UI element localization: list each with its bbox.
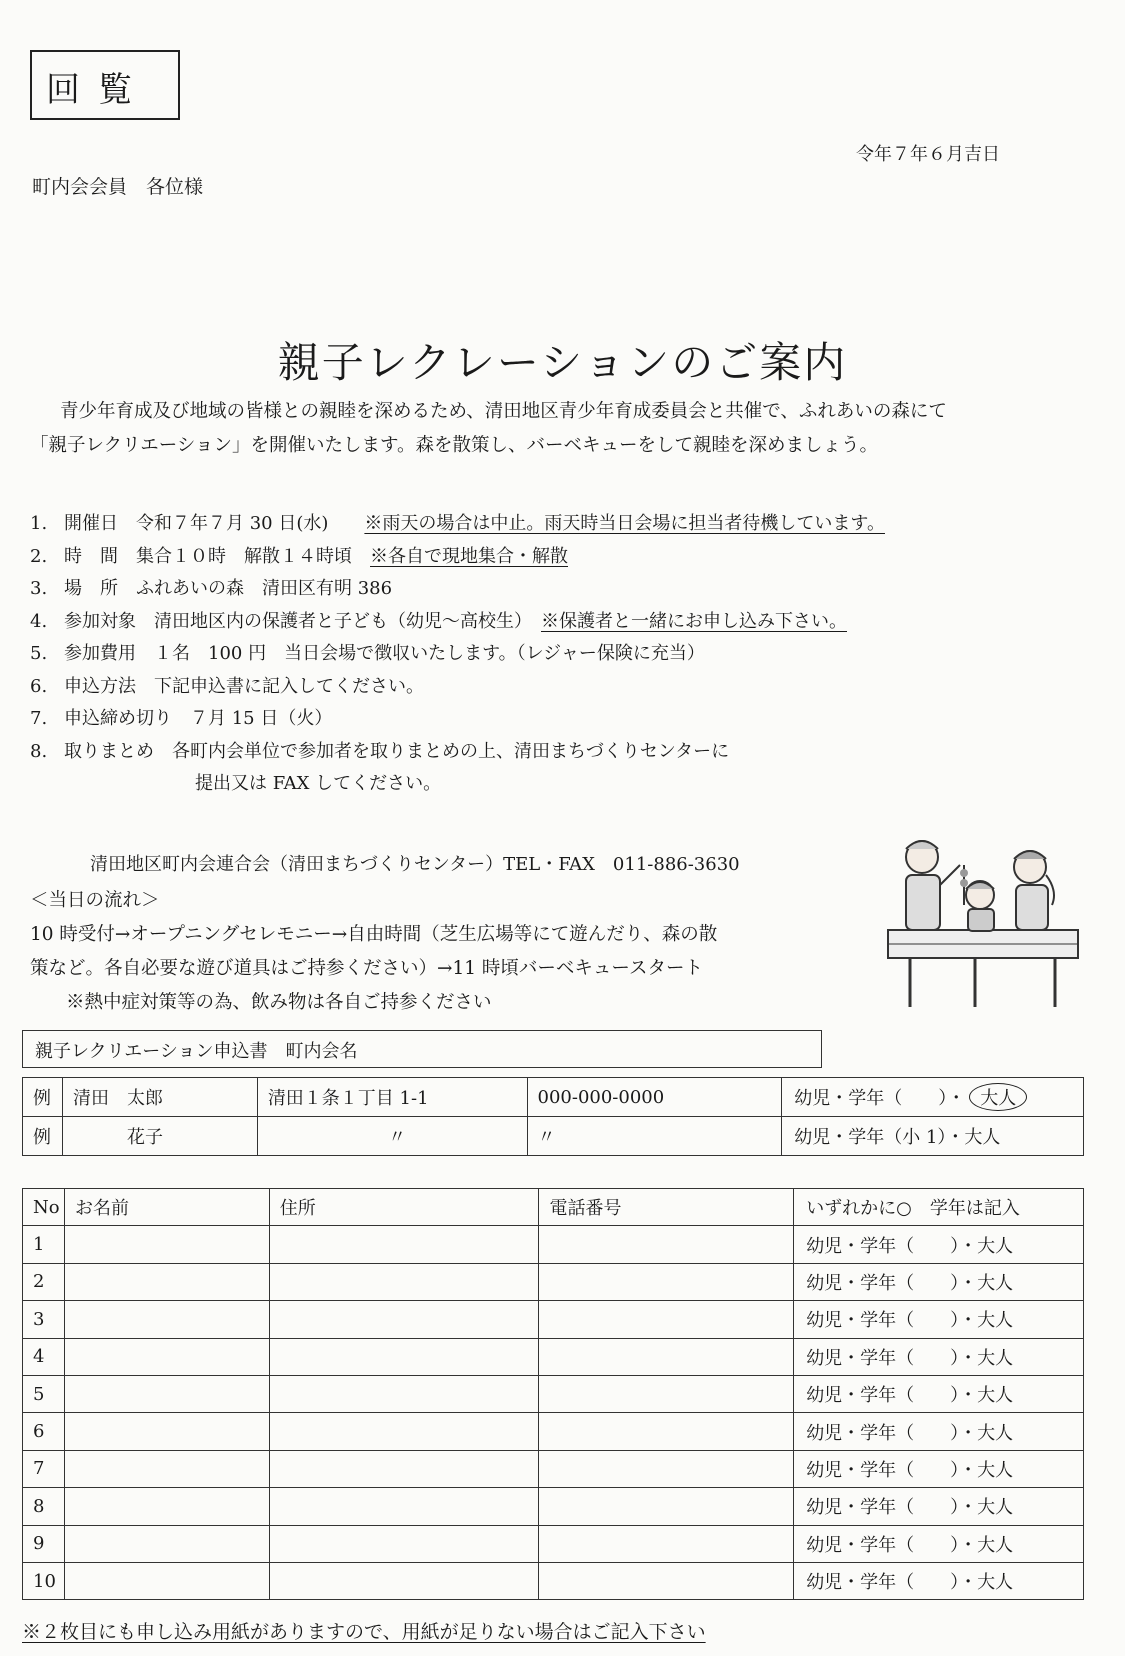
detail-text: 場 所 ふれあいの森 清田区有明 386 [64,578,393,599]
detail-number: 3. [30,578,48,599]
choice-cell[interactable]: 幼児・学年（ ）・大人 [794,1525,1084,1562]
detail-item [30,573,885,606]
example-label: 例 [23,1078,63,1117]
row-number: 5 [23,1375,65,1412]
name-cell[interactable] [64,1525,269,1562]
choice-cell[interactable]: 幼児・学年（ ）・大人 [794,1450,1084,1487]
example-address: 清田１条１丁目 1-1 [257,1078,527,1117]
phone-cell[interactable] [539,1301,794,1338]
detail-text: 開催日 令和７年７月 30 日(水) [64,513,365,534]
document-date: 令年７年６月吉日 [856,144,1000,165]
choice-cell[interactable]: 幼児・学年（ ）・大人 [794,1263,1084,1300]
address-cell[interactable] [269,1375,539,1412]
name-cell[interactable] [64,1488,269,1525]
form-title: 親子レクリエーション申込書 町内会名 [22,1030,822,1068]
detail-note: ※保護者と一緒にお申し込み下さい。 [541,610,847,632]
example-name: 清田 太郎 [62,1078,257,1117]
header-name: お名前 [64,1189,269,1226]
row-number: 6 [23,1413,65,1450]
row-number: 10 [23,1562,65,1599]
detail-item [30,703,885,736]
day-schedule [30,884,717,1020]
address-cell[interactable] [269,1488,539,1525]
header-phone: 電話番号 [539,1189,794,1226]
example-row [23,1117,1084,1156]
table-row [23,1488,1084,1525]
addressee: 町内会会員 各位様 [32,176,204,198]
example-phone: 〃 [527,1117,782,1156]
row-number: 1 [23,1226,65,1263]
circled-choice: 大人 [969,1083,1027,1111]
choice-cell[interactable]: 幼児・学年（ ）・大人 [794,1413,1084,1450]
table-row [23,1375,1084,1412]
header-address: 住所 [269,1189,539,1226]
contact-info: 清田地区町内会連合会（清田まちづくりセンター）TEL・FAX 011-886-3630 [90,854,740,875]
intro-line: 「親子レクリエーション」を開催いたします。森を散策し、バーベキューをして親睦を深めましょう。 [30,435,879,456]
address-cell[interactable] [269,1525,539,1562]
address-cell[interactable] [269,1338,539,1375]
detail-item [30,508,885,541]
choice-cell[interactable]: 幼児・学年（ ）・大人 [794,1338,1084,1375]
detail-text: 申込方法 下記申込書に記入してください。 [64,675,424,697]
phone-cell[interactable] [539,1413,794,1450]
phone-cell[interactable] [539,1226,794,1263]
example-name: 花子 [62,1117,257,1156]
address-cell[interactable] [269,1263,539,1300]
document-title: 親子レクレーションのご案内 [277,338,848,387]
name-cell[interactable] [64,1226,269,1263]
table-row [23,1525,1084,1562]
example-row [23,1078,1084,1117]
detail-number: 6. [30,675,48,697]
detail-text: 申込締め切り ７月 15 日（火） [64,708,333,729]
footer-note: ※２枚目にも申し込み用紙がありますので、用紙が足りない場合はご記入下さい [22,1621,706,1643]
detail-number: 4. [30,610,48,632]
example-choice [782,1078,1084,1117]
detail-note: ※各自で現地集合・解散 [370,545,568,567]
detail-text: 参加費用 １名 100 円 当日会場で徴収いたします。（レジャー保険に充当） [64,643,705,664]
schedule-heading: ＜当日の流れ＞ [30,890,160,911]
table-row [23,1450,1084,1487]
detail-text: 参加対象 清田地区内の保護者と子ども（幼児～高校生） [64,610,541,632]
detail-item [30,606,885,639]
header-no: No [23,1189,65,1226]
table-row [23,1338,1084,1375]
row-number: 9 [23,1525,65,1562]
example-phone: 000-000-0000 [527,1078,782,1117]
choice-cell[interactable]: 幼児・学年（ ）・大人 [794,1301,1084,1338]
detail-item [30,541,885,574]
detail-number: 5. [30,643,48,664]
row-number: 7 [23,1450,65,1487]
header-choice: いずれかに○ 学年は記入 [794,1189,1084,1226]
phone-cell[interactable] [539,1263,794,1300]
application-table [22,1188,1084,1600]
choice-cell[interactable]: 幼児・学年（ ）・大人 [794,1488,1084,1525]
table-row [23,1263,1084,1300]
circulation-stamp: 回覧 [30,50,180,120]
detail-number: 2. [30,545,48,567]
example-label: 例 [23,1117,63,1156]
phone-cell[interactable] [539,1488,794,1525]
name-cell[interactable] [64,1413,269,1450]
example-choice: 幼児・学年（小 1）・大人 [782,1117,1084,1156]
table-header-row [23,1189,1084,1226]
table-row [23,1562,1084,1599]
row-number: 4 [23,1338,65,1375]
detail-number: 1. [30,513,48,534]
detail-item-continuation: 提出又は FAX してください。 [195,773,442,794]
address-cell[interactable] [269,1301,539,1338]
choice-text: 幼児・学年（ ）・ [794,1088,966,1109]
schedule-line: 策など。各自必要な遊び道具はご持参ください）→11 時頃バーベキュースタート [30,958,704,979]
choice-cell[interactable]: 幼児・学年（ ）・大人 [794,1562,1084,1599]
row-number: 2 [23,1263,65,1300]
name-cell[interactable] [64,1562,269,1599]
detail-item [30,671,885,704]
phone-cell[interactable] [539,1375,794,1412]
phone-cell[interactable] [539,1450,794,1487]
detail-text: 取りまとめ 各町内会単位で参加者を取りまとめの上、清田まちづくりセンターに [64,740,730,762]
detail-item [30,736,885,769]
barbecue-family-illustration [880,835,1090,1010]
name-cell[interactable] [64,1375,269,1412]
choice-cell[interactable]: 幼児・学年（ ）・大人 [794,1226,1084,1263]
name-cell[interactable] [64,1301,269,1338]
address-cell[interactable] [269,1562,539,1599]
choice-cell[interactable]: 幼児・学年（ ）・大人 [794,1375,1084,1412]
detail-number: 8. [30,740,48,762]
table-row [23,1413,1084,1450]
example-address: 〃 [257,1117,527,1156]
address-cell[interactable] [269,1226,539,1263]
detail-number: 7. [30,708,48,729]
schedule-note: ※熱中症対策等の為、飲み物は各自ご持参ください [66,992,492,1013]
name-cell[interactable] [64,1263,269,1300]
address-cell[interactable] [269,1413,539,1450]
detail-item [30,638,885,671]
row-number: 8 [23,1488,65,1525]
intro-paragraph [30,395,1090,463]
schedule-line: 10 時受付→オープニングセレモニー→自由時間（芝生広場等にて遊んだり、森の散 [30,924,718,945]
intro-line: 青少年育成及び地域の皆様との親睦を深めるため、清田地区青少年育成委員会と共催で、ふれあいの森にて [60,401,947,422]
example-table [22,1077,1084,1156]
name-cell[interactable] [64,1450,269,1487]
name-cell[interactable] [64,1338,269,1375]
row-number: 3 [23,1301,65,1338]
phone-cell[interactable] [539,1562,794,1599]
detail-text: 時 間 集合１０時 解散１４時頃 [64,545,370,567]
address-cell[interactable] [269,1450,539,1487]
event-details-list [30,508,885,801]
detail-note: ※雨天の場合は中止。雨天時当日会場に担当者待機しています。 [364,513,885,534]
table-row [23,1226,1084,1263]
phone-cell[interactable] [539,1338,794,1375]
phone-cell[interactable] [539,1525,794,1562]
table-row [23,1301,1084,1338]
